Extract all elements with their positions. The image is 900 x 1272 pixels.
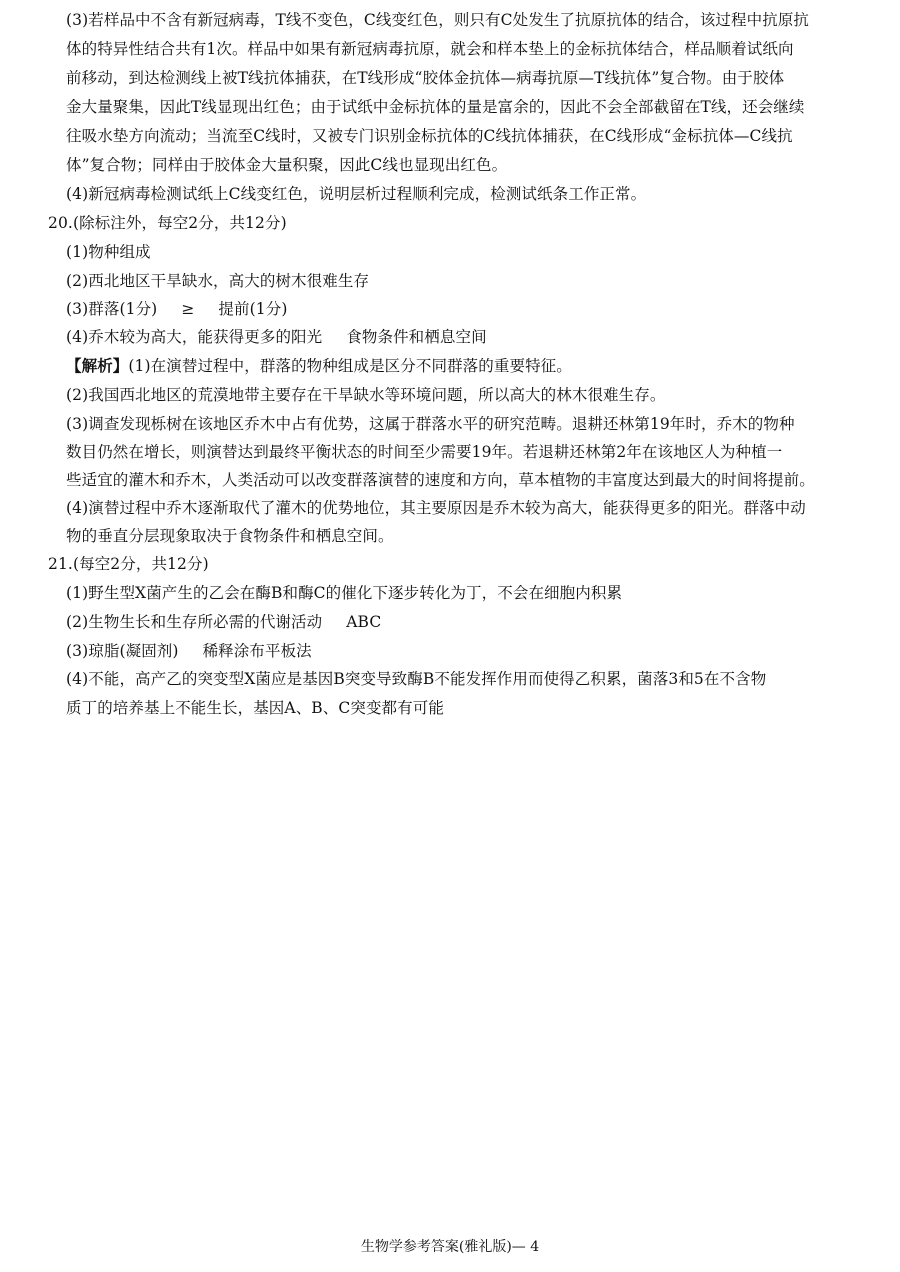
q20-answer-3-part2: ≥	[181, 300, 195, 318]
q21-answer-4-line: 质丁的培养基上不能生长，基因A、B、C突变都有可能	[66, 699, 444, 717]
q20-answer-2: (2)西北地区干旱缺水，高大的树木很难生存	[66, 272, 370, 290]
q21-answer-2-part1: (2)生物生长和生存所必需的代谢活动	[66, 613, 323, 631]
q19-part3-line: 金大量聚集，因此T线显现出红色；由于试纸中金标抗体的量是富余的，因此不会全部截留在T线，还会继续	[66, 98, 805, 116]
analysis-label: 【解析】	[66, 356, 129, 375]
q20-answer-3-part3: 提前(1分)	[218, 300, 288, 318]
q20-analysis-text: (1)在演替过程中，群落的物种组成是区分不同群落的重要特征。	[128, 357, 572, 375]
q19-part3-line: 往吸水垫方向流动；当流至C线时，又被专门识别金标抗体的C线抗体捕获，在C线形成“金标抗体—C线抗	[66, 127, 793, 145]
q20-answer-4-part2: 食物条件和栖息空间	[346, 328, 487, 346]
q20-header: 20.(除标注外，每空2分，共12分)	[48, 214, 287, 232]
q21-answer-4-line: (4)不能，高产乙的突变型X菌应是基因B突变导致酶B不能发挥作用而使得乙积累，菌落3和5在不含物	[66, 670, 767, 688]
q21-answer-3-part2: 稀释涂布平板法	[202, 642, 312, 660]
q20-analysis-line: 数目仍然在增长，则演替达到最终平衡状态的时间至少需要19年。若退耕还林第2年在该地区人为种植一	[66, 443, 783, 461]
q20-analysis-line: (4)演替过程中乔木逐渐取代了灌木的优势地位，其主要原因是乔木较为高大，能获得更多的阳光。群落中动	[66, 499, 806, 517]
q20-analysis-first	[66, 356, 572, 376]
q21-answer-2-part2: ABC	[346, 613, 382, 631]
q19-part3-line: 前移动，到达检测线上被T线抗体捕获，在T线形成“胶体金抗体—病毒抗原—T线抗体”复合物。由于胶体	[66, 69, 785, 87]
q20-answer-4-part1: (4)乔木较为高大，能获得更多的阳光	[66, 328, 323, 346]
q20-analysis-line: 些适宜的灌木和乔木，人类活动可以改变群落演替的速度和方向，草本植物的丰富度达到最大的时间将提前。	[66, 471, 815, 489]
q20-answer-4	[66, 327, 487, 347]
page-footer: 生物学参考答案(雅礼版)— 4	[360, 1239, 540, 1255]
q20-analysis-line: 物的垂直分层现象取决于食物条件和栖息空间。	[66, 527, 394, 545]
q19-part3-line: (3)若样品中不含有新冠病毒，T线不变色，C线变红色，则只有C处发生了抗原抗体的结合，该过程中抗原抗	[66, 11, 810, 29]
q21-answer-3	[66, 641, 312, 661]
q20-analysis-line: (3)调查发现栎树在该地区乔木中占有优势，这属于群落水平的研究范畴。退耕还林第19年时，乔木的物种	[66, 415, 795, 433]
q20-analysis-line: (2)我国西北地区的荒漠地带主要存在干旱缺水等环境问题，所以高大的林木很难生存。	[66, 386, 666, 404]
q19-part3-line: 体”复合物；同样由于胶体金大量积聚，因此C线也显现出红色。	[66, 156, 508, 174]
q19-part4: (4)新冠病毒检测试纸上C线变红色，说明层析过程顺利完成，检测试纸条工作正常。	[66, 185, 647, 203]
q20-answer-3	[66, 299, 287, 319]
q20-answer-3-part1: (3)群落(1分)	[66, 300, 158, 318]
q21-answer-2	[66, 612, 381, 632]
q21-answer-3-part1: (3)琼脂(凝固剂)	[66, 642, 179, 660]
q21-answer-1: (1)野生型X菌产生的乙会在酶B和酶C的催化下逐步转化为丁，不会在细胞内积累	[66, 584, 623, 602]
q20-answer-1: (1)物种组成	[66, 243, 151, 261]
q19-part3-line: 体的特异性结合共有1次。样品中如果有新冠病毒抗原，就会和样本垫上的金标抗体结合，样品顺着试纸向	[66, 40, 794, 58]
q21-header: 21.(每空2分，共12分)	[48, 555, 209, 573]
